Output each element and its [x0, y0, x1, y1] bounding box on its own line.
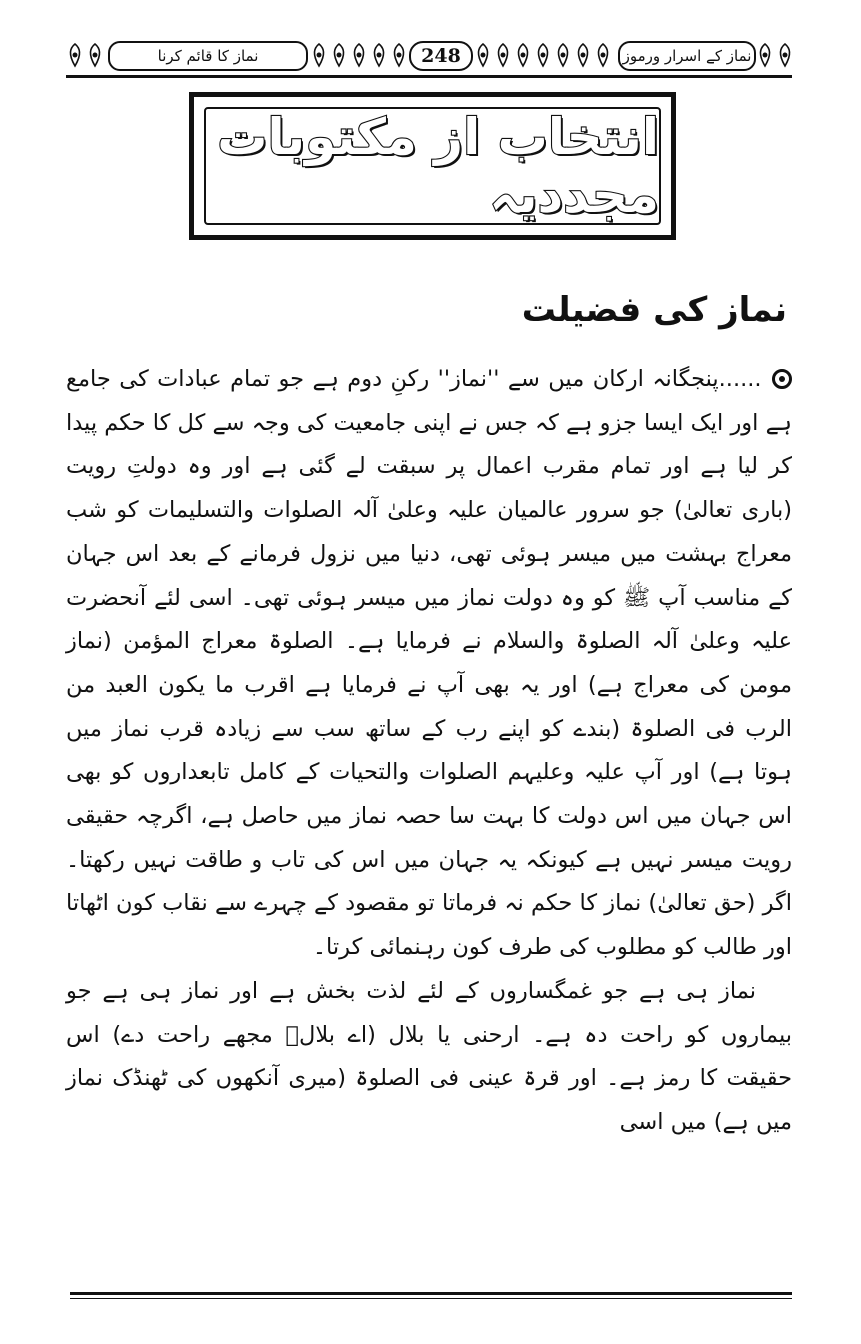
- paragraph-1: [66, 358, 792, 970]
- floral-ornament-icon: [594, 42, 612, 68]
- floral-ornament-icon: [514, 42, 532, 68]
- floral-ornament-icon: [86, 42, 104, 68]
- book-title-label: [618, 41, 756, 71]
- chapter-title-label: [108, 41, 308, 71]
- floral-ornament-icon: [554, 42, 572, 68]
- chapter-title-heading: انتخاب از مکتوبات مجددیہ: [217, 108, 659, 224]
- floral-ornament-icon: [66, 42, 84, 68]
- floral-ornament-icon: [494, 42, 512, 68]
- floral-ornament-icon: [350, 42, 368, 68]
- chapter-title-inner-frame: [204, 107, 661, 225]
- body-text: [66, 358, 792, 1145]
- bullet-circle-icon: [772, 369, 792, 389]
- footer-rule-thin: [70, 1298, 792, 1299]
- header-ornament-left: [66, 40, 106, 70]
- chapter-title-text: نماز کا قائم کرنا: [157, 47, 259, 65]
- header-ornament-middle-right: [474, 40, 614, 70]
- floral-ornament-icon: [756, 42, 774, 68]
- header-rule: [66, 75, 792, 78]
- header-ornament-right: [756, 40, 792, 70]
- section-heading: نماز کی فضیلت: [521, 290, 787, 330]
- floral-ornament-icon: [776, 42, 792, 68]
- paragraph-2: [66, 970, 792, 1145]
- page-number-text: 248: [421, 45, 461, 67]
- floral-ornament-icon: [390, 42, 406, 68]
- floral-ornament-icon: [330, 42, 348, 68]
- floral-ornament-icon: [534, 42, 552, 68]
- floral-ornament-icon: [370, 42, 388, 68]
- paragraph-2-text: نماز ہی ہے جو غمگساروں کے لئے لذت بخش ہے اور نماز ہی ہے جو بیماروں کو راحت دہ ہے۔ ارحنی یا بلال (اے بلالؓ مجھے راحت دے) اس حقیقت کا رمز ہے۔ اور قرۃ عینی فی الصلوۃ (میری آنکھوں کی ٹھنڈک نماز میں ہے) میں اسی: [66, 977, 792, 1135]
- page-number: [409, 41, 473, 71]
- header-ornament-middle-left: [310, 40, 406, 70]
- paragraph-1-text: ......پنجگانہ ارکان میں سے ''نماز'' رکنِ دوم ہے جو تمام عبادات کی جامع ہے اور ایک ایسا جزو ہے کہ جس نے اپنی جامعیت کی وجہ سے کل کا حکم پیدا کر لیا ہے اور تمام مقرب اعمال پر سبقت لے گئی ہے اور وہ دولتِ رویت (باری تعالیٰ) جو سرور عالمیان علیہ وعلیٰ آلہ الصلوات والتسلیمات کو شب معراج بہشت میں میسر ہوئی تھی، دنیا میں نزول فرمانے کے بعد اس جہان کے مناسب آپ ﷺ کو وہ دولت نماز میں میسر ہوئی تھی۔ اسی لئے آنحضرت علیہ وعلیٰ آلہ الصلوۃ والسلام نے فرمایا ہے۔ الصلوۃ معراج المؤمن (نماز مومن کی معراج ہے) اور یہ بھی آپ نے فرمایا ہے اقرب ما یکون العبد من الرب فی الصلوۃ (بندے کو اپنے رب کے ساتھ سب سے زیادہ قرب نماز میں ہوتا ہے) اور آپ علیہ وعلیہم الصلوات والتحیات کے کامل تابعداروں کو بھی اس جہان میں اس دولت کا بہت سا حصہ نماز میں حاصل ہے، اگرچہ حقیقی رویت میسر نہیں ہے کیونکہ یہ جہان میں اس کی تاب و طاقت نہیں رکھتا۔ اگر (حق تعالیٰ) نماز کا حکم نہ فرماتا تو مقصود کے چہرے سے نقاب کون اٹھاتا اور طالب کو مطلوب کی طرف کون رہنمائی کرتا۔: [66, 366, 792, 961]
- chapter-title-box: [189, 92, 676, 240]
- floral-ornament-icon: [574, 42, 592, 68]
- footer-rule: [70, 1292, 792, 1295]
- floral-ornament-icon: [474, 42, 492, 68]
- floral-ornament-icon: [310, 42, 328, 68]
- page-header: [66, 38, 792, 78]
- book-title-text: نماز کے اسرار ورموز: [622, 47, 752, 65]
